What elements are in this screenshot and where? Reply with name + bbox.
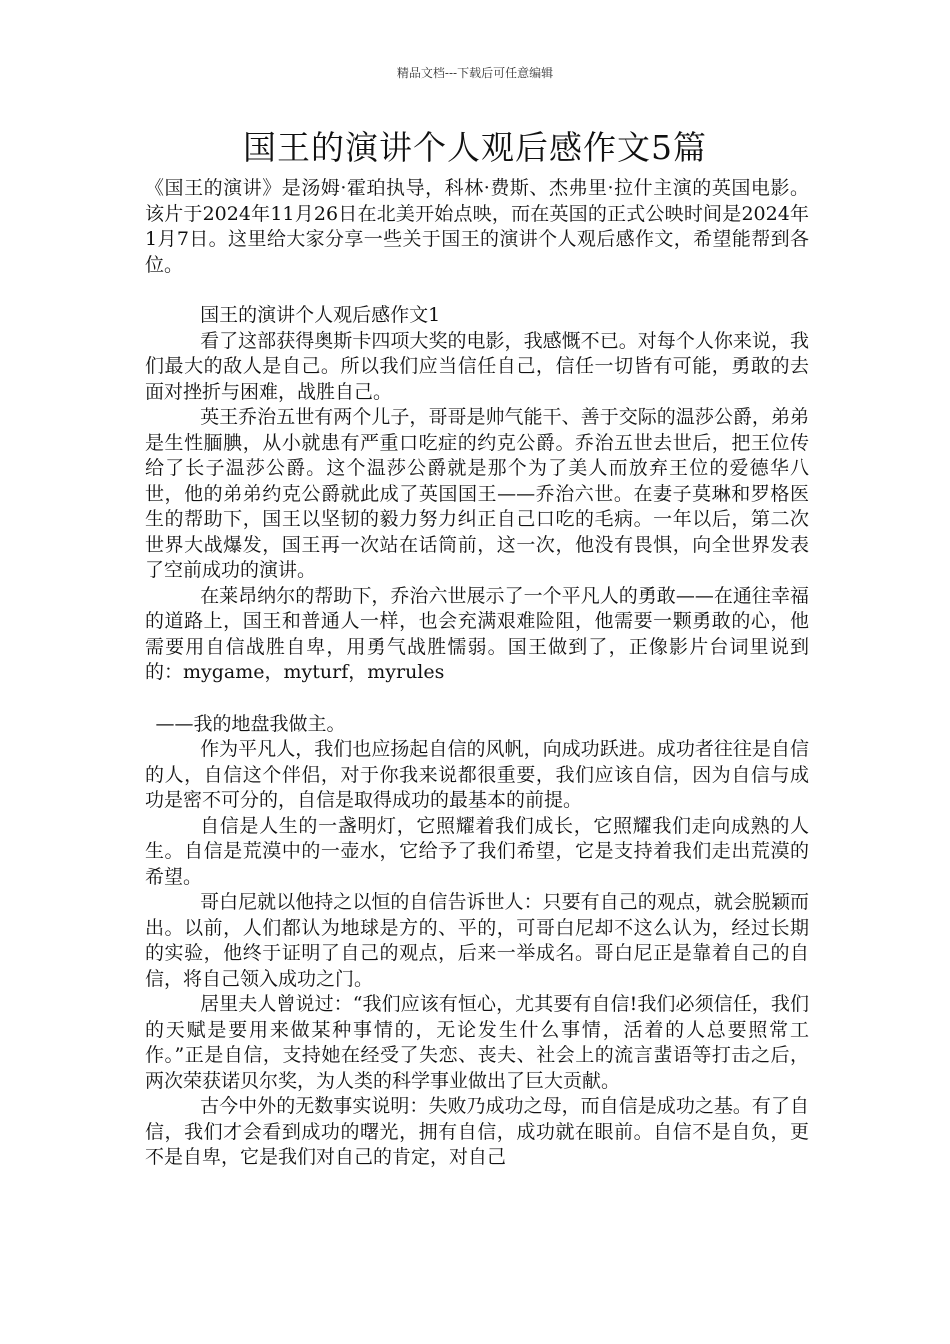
body-paragraph: 在莱昂纳尔的帮助下，乔治六世展示了一个平凡人的勇敢——在通往幸福的道路上，国王和普通人一样，也会充满艰难险阻，他需要一颗勇敢的心，他需要用自信战胜自卑，用勇气战胜懦弱。国王做到了，正像影片台词里说到的：mygame，myturf，myrules: [145, 584, 809, 683]
body-paragraph: 自信是人生的一盏明灯，它照耀着我们成长，它照耀我们走向成熟的人生。自信是荒漠中的一壶水，它给予了我们希望，它是支持着我们走出荒漠的希望。: [145, 814, 809, 888]
body-paragraph: 看了这部获得奥斯卡四项大奖的电影，我感慨不已。对每个人你来说，我们最大的敌人是自己。所以我们应当信任自己，信任一切皆有可能，勇敢的去面对挫折与困难，战胜自己。: [145, 329, 809, 403]
body-paragraph: 哥白尼就以他持之以恒的自信告诉世人：只要有自己的观点，就会脱颖而出。以前，人们都认为地球是方的、平的，可哥白尼却不这么认为，经过长期的实验，他终于证明了自己的观点，后来一举成名。哥白尼正是靠着自己的自信，将自己领入成功之门。: [145, 891, 809, 990]
document-body: [145, 176, 809, 1171]
body-paragraph: 作为平凡人，我们也应扬起自信的风帆，向成功跃进。成功者往往是自信的人，自信这个伴侣，对于你我来说都很重要，我们应该自信，因为自信与成功是密不可分的，自信是取得成功的最基本的前提。: [145, 738, 809, 811]
intro-paragraph: 《国王的演讲》是汤姆·霍珀执导，科林·费斯、杰弗里·拉什主演的英国电影。该片于2024年11月26日在北美开始点映，而在英国的正式公映时间是2024年1月7日。这里给大家分享一些关于国王的演讲个人观后感作文，希望能帮到各位。: [145, 177, 809, 276]
section-heading: 国王的演讲个人观后感作文1: [200, 304, 441, 326]
dash-line: ——我的地盘我做主。: [155, 712, 346, 735]
page-header: 精品文档---下载后可任意编辑: [396, 66, 554, 80]
body-paragraph: 古今中外的无数事实说明：失败乃成功之母，而自信是成功之基。有了自信，我们才会看到成功的曙光，拥有自信，成功就在眼前。自信不是自负，更不是自卑，它是我们对自己的肯定，对自己: [145, 1095, 809, 1168]
document-title: 国王的演讲个人观后感作文5篇: [243, 128, 707, 167]
body-paragraph: 居里夫人曾说过：“我们应该有恒心，尤其要有自信!我们必须信任，我们的天赋是要用来做某种事情的，无论发生什么事情，活着的人总要照常工作。”正是自信，支持她在经受了失恋、丧夫、社会上的流言蜚语等打击之后，两次荣获诺贝尔奖，为人类的科学事业做出了巨大贡献。: [145, 993, 809, 1092]
body-paragraph: 英王乔治五世有两个儿子，哥哥是帅气能干、善于交际的温莎公爵，弟弟是生性腼腆，从小就患有严重口吃症的约克公爵。乔治五世去世后，把王位传给了长子温莎公爵。这个温莎公爵就是那个为了美人而放弃王位的爱德华八世，他的弟弟约克公爵就此成了英国国王——乔治六世。在妻子莫琳和罗格医生的帮助下，国王以坚韧的毅力努力纠正自己口吃的毛病。一年以后，第二次世界大战爆发，国王再一次站在话筒前，这一次，他没有畏惧，向全世界发表了空前成功的演讲。: [145, 406, 809, 581]
